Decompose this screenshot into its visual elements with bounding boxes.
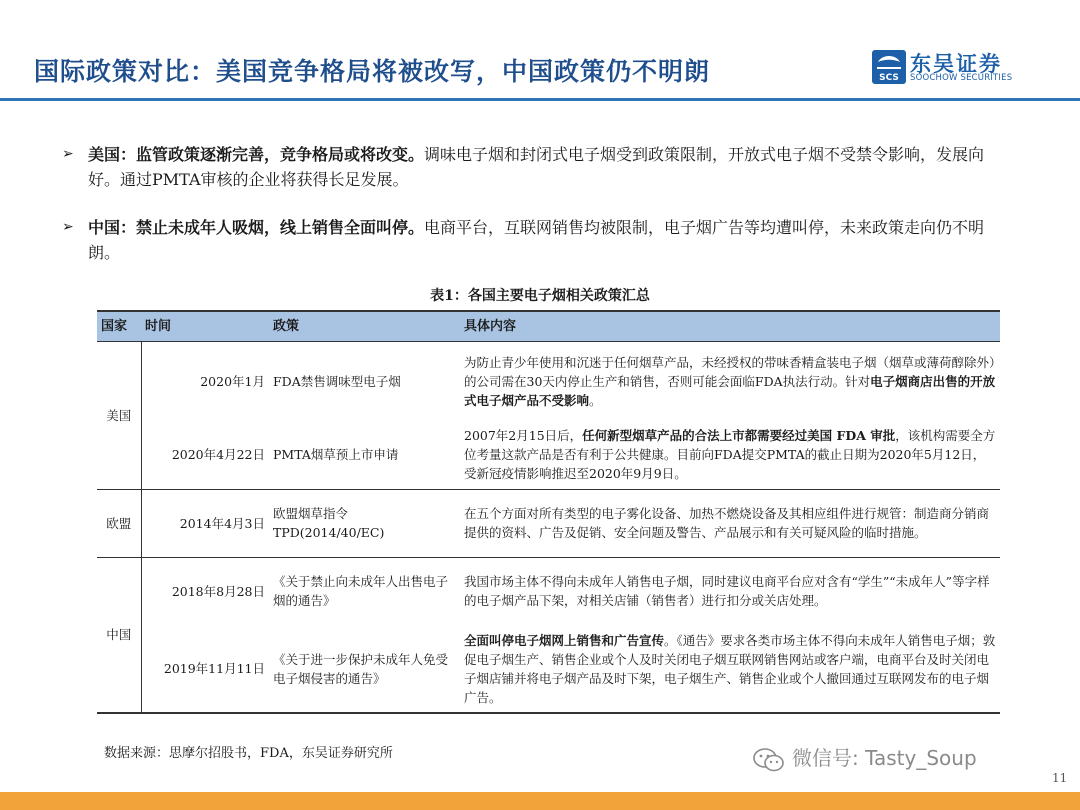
bullet-usa-rest: 调味电子烟和封闭式电子烟受到政策限制，开放式电子烟不受禁令影响，发展向好。通过PMTA审核的企业将获得长足发展。 xyxy=(88,145,985,189)
wechat-icon xyxy=(752,747,786,773)
bullet-china-rest: 电商平台，互联网销售均被限制，电子烟广告等均遭叫停，未来政策走向仍不明朗。 xyxy=(88,218,985,262)
page-number: 11 xyxy=(1052,771,1068,785)
table-title: 表1：各国主要电子烟相关政策汇总 xyxy=(430,288,650,304)
bullet-usa-text xyxy=(88,142,992,192)
company-logo xyxy=(872,48,1032,88)
header-divider xyxy=(0,98,1080,101)
table-row xyxy=(97,421,1000,489)
footer-bar xyxy=(0,792,1080,810)
slide-title: 国际政策对比：美国竞争格局将被改写，中国政策仍不明朗 xyxy=(34,57,711,86)
table-row xyxy=(97,489,1000,557)
content-text: 我国市场主体不得向未成年人销售电子烟，同时建议电商平台应对含有“学生”“未成年人”等字样的电子烟产品下架，对相关店铺（销售者）进行扣分或关店处理。 xyxy=(464,574,990,609)
arrow-bullet-icon: ➢ xyxy=(62,219,74,235)
content-bold-text: 电子烟商店出售的开放式电子烟产品不受影响 xyxy=(464,373,996,408)
content-cell xyxy=(460,489,1000,557)
content-text: 2007年2月15日后， xyxy=(464,428,583,444)
table-row xyxy=(97,557,1000,625)
header-content: 具体内容 xyxy=(460,311,1000,341)
table-row xyxy=(97,341,1000,421)
date-cell: 2020年1月 xyxy=(200,373,265,389)
wechat-watermark xyxy=(752,742,977,773)
arrow-bullet-icon: ➢ xyxy=(62,146,74,162)
header-date: 时间 xyxy=(141,311,269,341)
content-cell xyxy=(460,557,1000,625)
bullet-china-bold: 中国：禁止未成年人吸烟，线上销售全面叫停。 xyxy=(88,218,425,237)
date-cell: 2014年4月3日 xyxy=(141,489,269,557)
logo-chinese-text: 东吴证券 xyxy=(910,52,1002,76)
content-text: ，该机构需要全方位考量这款产品是否有利于公共健康。目前向FDA提交PMTA的截止日期为2020年5月12日，受新冠疫情影响推迟至2020年9月9日。 xyxy=(464,428,996,482)
date-cell: 2018年8月28日 xyxy=(171,583,265,599)
content-cell xyxy=(460,421,1000,489)
watermark-text: 微信号: Tasty_Soup xyxy=(792,746,977,770)
svg-text:SCS: SCS xyxy=(879,73,899,83)
content-text: 。《通告》要求各类市场主体不得向未成年人销售电子烟；敦促电子烟生产、销售企业或个人及时关闭电子烟互联网销售网站或客户端，电商平台及时关闭电子烟店铺并将电子烟产品及时下架，电子烟生产、销售企业或个人撤回通过互联网发布的电子烟广告。 xyxy=(464,632,996,705)
policy-cell: FDA禁售调味型电子烟 xyxy=(273,373,401,389)
policy-cell: 《关于进一步保护未成年人免受电子烟侵害的通告》 xyxy=(269,625,460,713)
bullet-usa xyxy=(62,142,992,192)
policy-cell: 欧盟烟草指令TPD(2014/40/EC) xyxy=(269,489,460,557)
policy-table xyxy=(97,310,1000,714)
content-text: 。 xyxy=(589,392,602,408)
bullet-usa-bold: 美国：监管政策逐渐完善，竞争格局或将改变。 xyxy=(88,145,425,164)
bullet-china-text xyxy=(88,215,992,265)
content-cell xyxy=(460,341,1000,421)
country-cell: 中国 xyxy=(97,557,141,713)
country-cell: 欧盟 xyxy=(97,489,141,557)
date-cell: 2019年11月11日 xyxy=(141,625,269,713)
data-source-note: 数据来源：思摩尔招股书，FDA，东吴证券研究所 xyxy=(104,746,393,761)
date-cell: 2020年4月22日 xyxy=(141,421,269,489)
header-policy: 政策 xyxy=(269,311,460,341)
content-bold-text: 任何新型烟草产品的合法上市都需要经过美国 FDA 审批 xyxy=(582,428,896,444)
policy-cell: PMTA烟草预上市申请 xyxy=(269,421,460,489)
logo-english-text: SOOCHOW SECURITIES xyxy=(910,73,1013,83)
country-cell: 美国 xyxy=(97,341,141,489)
table-header-row xyxy=(97,311,1000,341)
content-bold-text: 全面叫停电子烟网上销售和广告宣传 xyxy=(464,632,665,648)
slide-header xyxy=(0,0,1080,100)
bullet-china xyxy=(62,215,992,265)
policy-cell: 《关于禁止向未成年人出售电子烟的通告》 xyxy=(273,574,449,609)
header-country: 国家 xyxy=(97,311,141,341)
content-text: 在五个方面对所有类型的电子雾化设备、加热不燃烧设备及其相应组件进行规管：制造商分销商提供的资料、广告及促销、安全问题及警告、产品展示和有关可疑风险的临时措施。 xyxy=(464,506,990,540)
content-text: 为防止青少年使用和沉迷于任何烟草产品，未经授权的带味香精盒装电子烟（烟草或薄荷醇除外）的公司需在30天内停止生产和销售，否则可能会面临FDA执法行动。针对 xyxy=(464,354,996,389)
scs-logo-icon xyxy=(872,50,906,84)
content-cell xyxy=(460,625,1000,713)
table-row xyxy=(97,625,1000,713)
